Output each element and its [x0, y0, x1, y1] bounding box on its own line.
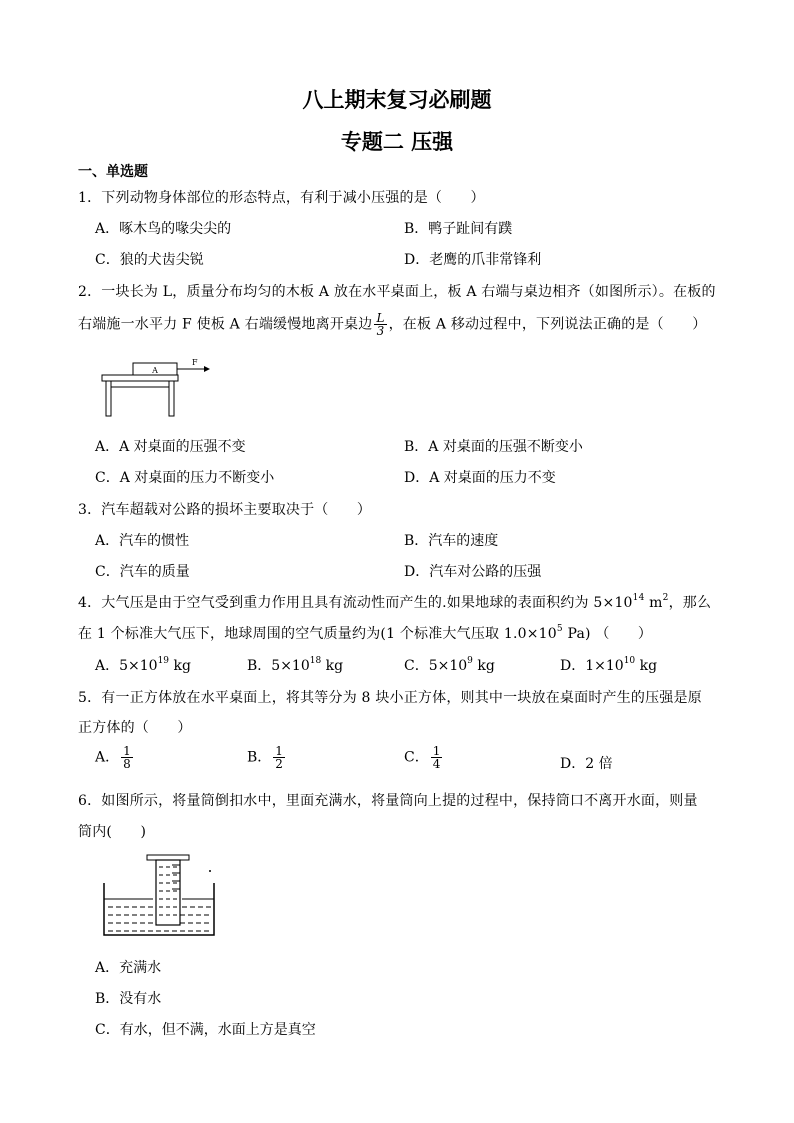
page-subtitle: 专题二 压强	[340, 130, 454, 154]
exponent: 18	[309, 656, 322, 667]
question-stem-line2: 筒内( )	[78, 824, 147, 840]
option-text: D．1×10	[560, 658, 624, 674]
option-d: D．汽车对公路的压强	[404, 564, 542, 580]
option-b: B．汽车的速度	[404, 533, 499, 549]
option-a	[95, 745, 135, 770]
option-d	[560, 655, 657, 675]
question-stem-line2	[78, 623, 652, 643]
option-text: A．5×10	[95, 658, 158, 674]
option-b: B．没有水	[95, 991, 162, 1007]
option-d: D．A 对桌面的压力不变	[404, 470, 556, 486]
table-leg-left	[106, 381, 111, 416]
option-label: B．	[247, 749, 272, 766]
unit: kg	[635, 658, 658, 674]
fraction-denominator: 4	[432, 757, 441, 771]
exponent: 14	[632, 593, 645, 604]
option-a: A．汽车的惯性	[95, 533, 190, 549]
stem-text: 4．大气压是由于空气受到重力作用且具有流动性而产生的.如果地球的表面积约为 5×10	[78, 595, 633, 611]
option-text: C．5×10	[404, 658, 468, 674]
question-stem-line1: 2．一块长为 L，质量分布均匀的木板 A 放在水平桌面上，板 A 右端与桌边相齐（如图所示）。在板的	[78, 284, 716, 300]
fraction-numerator: 1	[123, 744, 131, 758]
exponent: 2	[662, 593, 669, 604]
stem-text: ，在板 A 移动过程中，下列说法正确的是（ ）	[388, 316, 707, 333]
option-a: A．A 对桌面的压强不变	[95, 439, 246, 455]
exponent: 19	[157, 656, 170, 667]
stem-text: 右端施一水平力 F 使板 A 右端缓慢地离开桌边	[78, 316, 373, 333]
exponent: 5	[556, 624, 563, 635]
fraction-denominator: 8	[123, 757, 131, 771]
option-c	[404, 745, 444, 770]
option-d: D．2 倍	[560, 756, 613, 772]
fraction-numerator: 1	[432, 744, 441, 758]
option-text: B．5×10	[247, 658, 310, 674]
fraction-l-over-3	[374, 312, 386, 337]
fraction-numerator: 1	[275, 744, 283, 758]
question-stem-line1	[78, 592, 711, 612]
question-stem: 3．汽车超载对公路的损坏主要取决于（ ）	[78, 502, 372, 518]
question-stem-line1: 5．有一正方体放在水平桌面上，将其等分为 8 块小正方体，则其中一块放在桌面时产生的压强是原	[78, 690, 702, 706]
fraction	[121, 745, 133, 770]
fraction	[273, 745, 285, 770]
unit: kg	[472, 658, 495, 674]
option-b: B．A 对桌面的压强不断变小	[404, 439, 583, 455]
option-b: B．鸭子趾间有蹼	[404, 221, 513, 237]
stem-text: ，那么	[668, 595, 712, 611]
option-c: C．A 对桌面的压力不断变小	[95, 470, 275, 486]
option-c: C．有水，但不满，水面上方是真空	[95, 1022, 316, 1038]
cylinder-trough-figure	[100, 853, 220, 939]
stem-text: 在 1 个标准大气压下，地球周围的空气质量约为(1 个标准大气压取 1.0×10	[78, 626, 557, 642]
cylinder-base	[147, 855, 189, 860]
option-a	[95, 655, 191, 675]
option-label: A．	[95, 749, 120, 766]
force-label: F	[192, 358, 198, 367]
table-top	[102, 375, 178, 381]
option-c: C．狼的犬齿尖锐	[95, 252, 204, 268]
table-board-figure	[100, 356, 220, 418]
question-stem-line2	[78, 312, 706, 337]
board-label: A	[152, 366, 158, 375]
option-label: C．	[404, 749, 429, 766]
fraction-denominator: 3	[374, 324, 386, 337]
fraction-denominator: 2	[275, 757, 283, 771]
unit: kg	[321, 658, 344, 674]
unit: kg	[169, 658, 191, 674]
option-b	[247, 745, 287, 770]
stem-text: Pa) （ ）	[562, 626, 653, 642]
section-heading: 一、单选题	[78, 164, 148, 180]
option-c: C．汽车的质量	[95, 564, 190, 580]
question-stem-line2: 正方体的（ ）	[78, 720, 192, 736]
fraction-numerator: L	[376, 311, 385, 325]
unit: m	[644, 595, 663, 611]
question-stem-line1: 6．如图所示，将量筒倒扣水中，里面充满水，将量筒向上提的过程中，保持筒口不离开水面，则量	[78, 793, 698, 809]
fraction	[431, 745, 443, 770]
force-arrowhead	[204, 366, 210, 372]
option-d: D．老鹰的爪非常锋利	[404, 252, 542, 268]
option-a: A．充满水	[95, 960, 162, 976]
question-stem: 1．下列动物身体部位的形态特点，有利于减小压强的是（ ）	[78, 190, 485, 206]
option-a: A．啄木鸟的喙尖尖的	[95, 221, 232, 237]
option-c	[404, 655, 495, 675]
exponent: 9	[467, 656, 473, 667]
option-b	[247, 655, 343, 675]
speck	[209, 870, 211, 872]
exponent: 10	[623, 656, 636, 667]
page-title: 八上期末复习必刷题	[302, 88, 492, 112]
table-leg-right	[169, 381, 174, 416]
